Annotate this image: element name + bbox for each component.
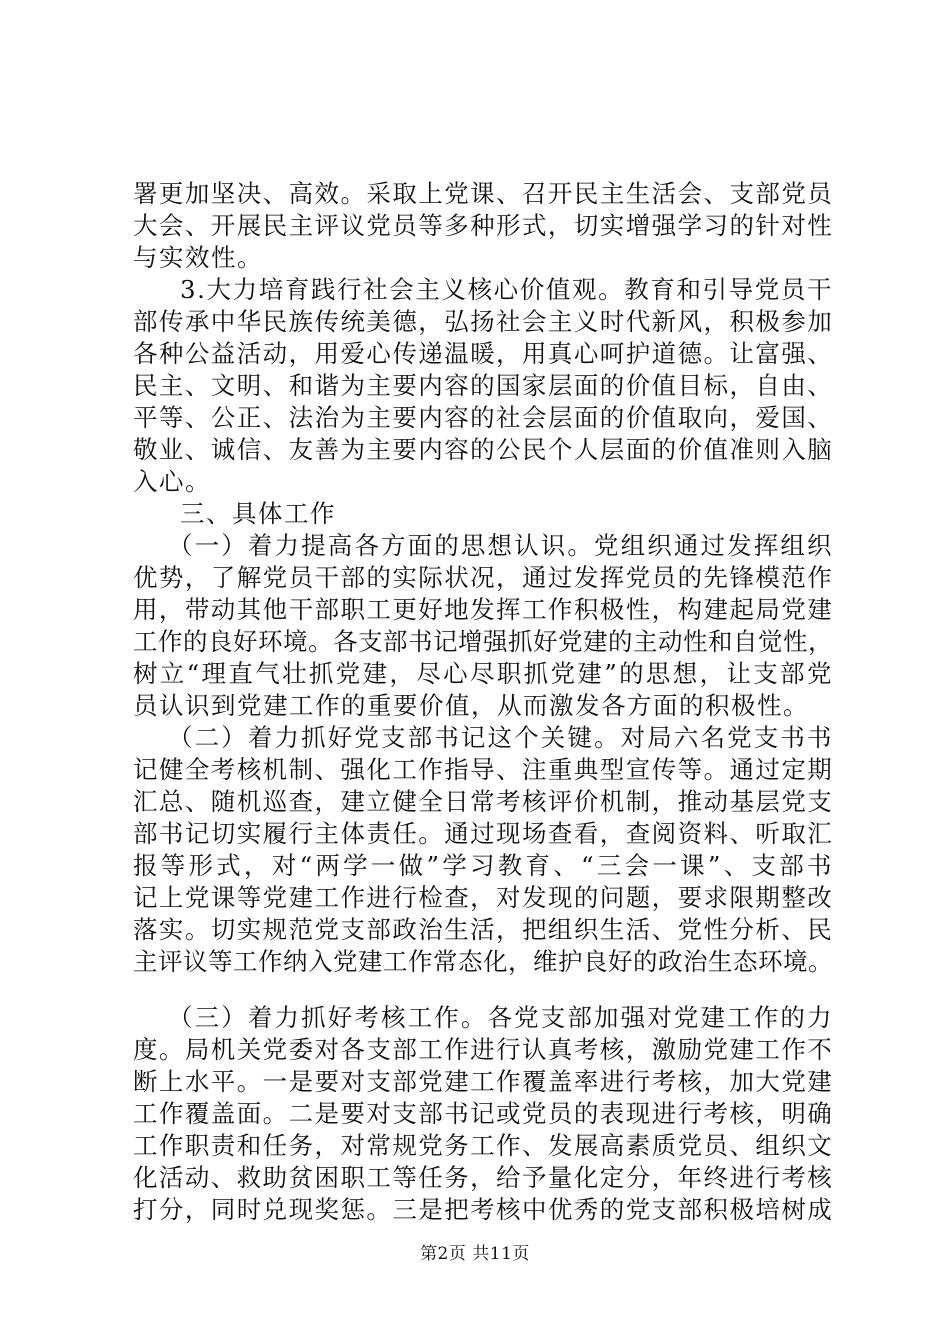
- text-line: 树立“理直气壮抓党建，尽心尽职抓党建”的思想，让支部党: [133, 659, 833, 688]
- text-line: （三）着力抓好考核工作。各党支部加强对党建工作的力: [168, 1003, 833, 1032]
- text-line: 主评议等工作纳入党建工作常态化，维护良好的政治生态环境。: [133, 947, 833, 976]
- text-line: （一）着力提高各方面的思想认识。党组织通过发挥组织: [168, 531, 833, 560]
- text-line: 署更加坚决、高效。采取上党课、召开民主生活会、支部党员: [133, 179, 833, 208]
- text-line: 落实。切实规范党支部政治生活，把组织生活、党性分析、民: [133, 915, 833, 944]
- text-line: 3.大力培育践行社会主义核心价值观。教育和引导党员干: [180, 275, 833, 304]
- text-line: 入心。: [133, 467, 211, 496]
- text-line: 敬业、诚信、友善为主要内容的公民个人层面的价值准则入脑: [133, 435, 833, 464]
- text-line: 工作职责和任务，对常规党务工作、发展高素质党员、组织文: [133, 1131, 833, 1160]
- text-line: 部传承中华民族传统美德，弘扬社会主义时代新风，积极参加: [133, 307, 833, 336]
- page-number: 第2页 共11页: [420, 1244, 530, 1264]
- text-line: 大会、开展民主评议党员等多种形式，切实增强学习的针对性: [133, 211, 833, 240]
- text-line: 工作覆盖面。二是要对支部书记或党员的表现进行考核，明确: [133, 1099, 833, 1128]
- text-line: 断上水平。一是要对支部党建工作覆盖率进行考核，加大党建: [133, 1067, 833, 1096]
- text-line: 报等形式，对“两学一做”学习教育、“三会一课”、支部书: [133, 851, 833, 880]
- text-line: （二）着力抓好党支部书记这个关键。对局六名党支书书: [168, 723, 833, 752]
- text-line: 化活动、救助贫困职工等任务，给予量化定分，年终进行考核: [133, 1163, 833, 1192]
- text-line: 民主、文明、和谐为主要内容的国家层面的价值目标，自由、: [133, 371, 833, 400]
- text-line: 平等、公正、法治为主要内容的社会层面的价值取向，爱国、: [133, 403, 833, 432]
- text-line: 员认识到党建工作的重要价值，从而激发各方面的积极性。: [133, 691, 809, 720]
- text-line: 各种公益活动，用爱心传递温暖，用真心呵护道德。让富强、: [133, 339, 833, 368]
- text-line: 用，带动其他干部职工更好地发挥工作积极性，构建起局党建: [133, 595, 833, 624]
- text-line: 度。局机关党委对各支部工作进行认真考核，激励党建工作不: [133, 1035, 833, 1064]
- text-line: 部书记切实履行主体责任。通过现场查看，查阅资料、听取汇: [133, 819, 833, 848]
- text-line: 与实效性。: [133, 243, 263, 272]
- text-line: 记上党课等党建工作进行检查，对发现的问题，要求限期整改: [133, 883, 833, 912]
- text-line: 工作的良好环境。各支部书记增强抓好党建的主动性和自觉性，: [133, 627, 833, 656]
- text-line: 打分，同时兑现奖惩。三是把考核中优秀的党支部积极培树成: [133, 1195, 833, 1224]
- text-line: 汇总、随机巡查，建立健全日常考核评价机制，推动基层党支: [133, 787, 833, 816]
- text-line: 优势，了解党员干部的实际状况，通过发挥党员的先锋模范作: [133, 563, 833, 592]
- section-heading: 三、具体工作: [180, 499, 336, 528]
- text-line: 记健全考核机制、强化工作指导、注重典型宣传等。通过定期: [133, 755, 833, 784]
